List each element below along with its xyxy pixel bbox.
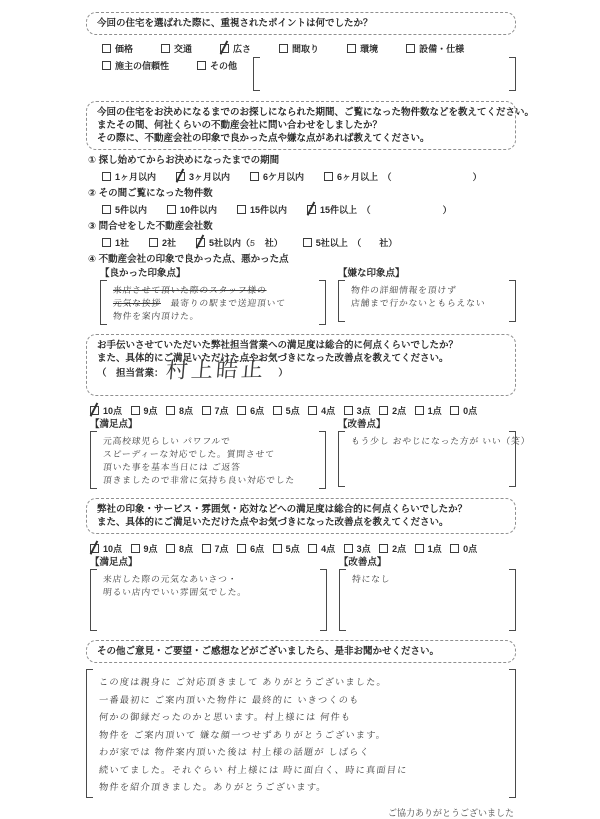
checkbox[interactable]: [273, 544, 282, 553]
handwritten-line: [103, 460, 313, 473]
impression-columns: [100, 267, 516, 325]
section1-question-box: [86, 12, 516, 35]
checkbox-checked[interactable]: [220, 44, 229, 53]
option-label: 間取り: [292, 44, 320, 54]
option-label: 設備・仕様: [419, 44, 465, 54]
handwritten-text: 頂いた事を基本当日には ご返答: [102, 462, 242, 472]
handwritten-line: [113, 309, 313, 322]
good-impression-answer[interactable]: [100, 280, 326, 325]
checkbox[interactable]: [131, 544, 140, 553]
checkbox[interactable]: [273, 406, 282, 415]
form-content: [86, 6, 535, 819]
checkbox[interactable]: [303, 238, 312, 247]
section4-improvement-column: [339, 556, 516, 631]
section2-question-box: [86, 101, 535, 150]
section4-satisfaction-column: [90, 556, 327, 631]
checkbox[interactable]: [237, 205, 246, 214]
checkbox[interactable]: [102, 205, 111, 214]
section4-score-row: [90, 542, 516, 555]
handwritten-line: [103, 434, 313, 447]
option-label: 10件以内: [180, 205, 218, 215]
option-label: 6ヶ月以上 （: [337, 172, 392, 182]
handwritten-text: 一番最初に ご案内頂いた物件に 最終的に いきつくのも: [98, 694, 360, 705]
handwritten-line: [99, 742, 503, 760]
handwritten-line: [113, 296, 313, 309]
checkbox-option[interactable]: [131, 404, 158, 417]
option-label: 3ヶ月以内: [189, 172, 231, 182]
handwritten-text: スピーディーな対応でした。質問させて: [102, 449, 276, 459]
option-label: 6ケ月以内: [263, 172, 305, 182]
checkbox-option[interactable]: [250, 170, 304, 183]
handwritten-text: 続いてました。それぐらい 村上様には 時に面白く、時に真面目に: [98, 764, 408, 775]
checkbox-option[interactable]: [308, 542, 335, 555]
free-comment-answer[interactable]: [86, 669, 516, 798]
q3-options: [102, 236, 516, 249]
good-impression-label: 【良かった印象点】: [100, 268, 186, 279]
section1-options-row2-items: [102, 59, 237, 72]
option-label: 5件以内: [115, 205, 148, 215]
checkbox[interactable]: [450, 544, 459, 553]
checkbox-option[interactable]: [196, 236, 283, 249]
q3-title: ③ 問合せをした不動産会社数: [88, 221, 213, 232]
checkbox-option[interactable]: [197, 59, 237, 72]
section2-question-line2: またその間、何社くらいの不動産会社に問い合わせをしましたか？: [97, 120, 383, 131]
option-label: 6点: [250, 544, 265, 554]
checkbox-option[interactable]: [90, 542, 122, 555]
option-label: 広さ: [233, 44, 252, 54]
handwritten-line: [99, 672, 503, 690]
checkbox[interactable]: [347, 44, 356, 53]
handwritten-text: わが家では 物件案内頂いた後は 村上様の話題が しばらく: [98, 747, 371, 757]
checkbox-option[interactable]: [303, 236, 398, 249]
handwritten-line: [350, 434, 531, 447]
checkbox-checked[interactable]: [90, 406, 99, 415]
good-impression-column: [100, 267, 326, 325]
checkbox-option[interactable]: [166, 404, 193, 417]
option-label: 15件以内: [250, 205, 288, 215]
option-label: 価格: [115, 44, 134, 54]
option-label: 7点: [214, 544, 229, 554]
checkbox[interactable]: [102, 44, 111, 53]
checkbox-option[interactable]: [344, 542, 371, 555]
checkbox-option[interactable]: [307, 203, 452, 216]
checkbox[interactable]: [406, 44, 415, 53]
q4-title: ④ 不動産会社の印象で良かった点、悪かった点: [88, 254, 289, 265]
section4-improvement-label: 【改善点】: [338, 557, 387, 568]
checkbox[interactable]: [161, 44, 170, 53]
option-label: 2点: [392, 544, 407, 554]
option-label-tail: 社）: [255, 238, 283, 248]
option-label: 15件以上: [320, 205, 358, 215]
section3-columns: [90, 418, 531, 489]
checkbox[interactable]: [344, 406, 353, 415]
option-label: 6点: [250, 406, 265, 416]
checkbox-option[interactable]: [102, 236, 129, 249]
bad-impression-answer[interactable]: [338, 280, 516, 322]
checkbox[interactable]: [415, 544, 424, 553]
checkbox-option[interactable]: [450, 542, 477, 555]
option-label: 1点: [427, 406, 442, 416]
checkbox[interactable]: [415, 406, 424, 415]
handwritten-line: [99, 777, 503, 795]
handwritten-text: 来店した際の元気なあいさつ・: [102, 574, 238, 584]
option-label: 9点: [143, 544, 158, 554]
checkbox-option[interactable]: [347, 42, 378, 55]
handwritten-text: 物件を ご案内頂いて 嫌な顔一つせずありがとうございます。: [98, 729, 387, 740]
section1-options-row2: [102, 59, 516, 91]
checkbox[interactable]: [149, 238, 158, 247]
handwritten-text: この度は親身に ご対応頂きまして ありがとうございました。: [98, 677, 388, 687]
option-label: 9点: [143, 406, 158, 416]
handwritten-text: 物件を紹介頂きました。ありがとうございます。: [98, 782, 328, 792]
option-label: 4点: [321, 544, 336, 554]
checkbox[interactable]: [279, 44, 288, 53]
option-label: 0点: [463, 406, 478, 416]
handwritten-line: [103, 585, 314, 598]
checkbox-option[interactable]: [90, 404, 122, 417]
checkbox-option[interactable]: [220, 42, 251, 55]
option-label: 1点: [427, 544, 442, 554]
option-label: 2社: [162, 238, 177, 248]
option-label: 10点: [103, 544, 123, 554]
q1-options: [102, 170, 516, 183]
section3-improvement-answer[interactable]: [338, 431, 531, 487]
handwritten-line: [99, 690, 503, 708]
handwritten-line: [351, 296, 503, 309]
checkbox[interactable]: [450, 406, 459, 415]
section3-improvement-column: [338, 418, 531, 487]
handwritten-text: 明るい店内でいい雰囲気でした。: [102, 587, 248, 597]
section3-improvement-label: 【改善点】: [338, 419, 386, 430]
section3-question-line2: また、具体的にご満足いただけた点やお気づきになった改善点を教えてください。: [97, 353, 449, 364]
checkbox-option[interactable]: [102, 59, 169, 72]
checkbox[interactable]: [324, 172, 333, 181]
handwritten-text-struck: 来店させて頂いた際のスタッフ様の: [112, 285, 267, 295]
section2-question-line3: その際に、不動産会社の印象で良かった点や嫌な点があれば教えてください。: [97, 133, 430, 144]
checkbox-option[interactable]: [406, 42, 464, 55]
checkbox-option[interactable]: [131, 542, 158, 555]
section3-satisfaction-column: [90, 418, 326, 489]
checkbox-option[interactable]: [149, 236, 176, 249]
handwritten-line: [103, 447, 313, 460]
checkbox-option[interactable]: [166, 542, 193, 555]
checkbox-option[interactable]: [202, 542, 229, 555]
section3-satisfaction-label: 【満足点】: [90, 419, 138, 430]
option-label: 8点: [179, 406, 194, 416]
checkbox[interactable]: [250, 172, 259, 181]
handwritten-text-struck: 元気な挨拶: [112, 298, 162, 308]
checkbox[interactable]: [167, 205, 176, 214]
checkbox[interactable]: [202, 406, 211, 415]
section3-score-row: [90, 404, 516, 417]
checkbox-option[interactable]: [237, 404, 264, 417]
option-label: 5社以上 （: [315, 238, 362, 248]
checkbox-option[interactable]: [273, 542, 300, 555]
option-label: 5社以内（: [209, 238, 251, 248]
option-label: 1社: [115, 238, 130, 248]
handwritten-text: 元高校球児らしい パワフルで: [102, 436, 232, 446]
checkbox-option[interactable]: [161, 42, 192, 55]
checkbox-checked[interactable]: [176, 172, 185, 181]
handwritten-line: [352, 572, 503, 585]
checkbox-option[interactable]: [379, 542, 406, 555]
handwritten-text: 特になし: [351, 574, 391, 584]
checkbox-checked[interactable]: [196, 238, 205, 247]
other-answer-bracket[interactable]: [253, 57, 516, 91]
option-label: 施主の信頼性: [115, 61, 170, 71]
handwritten-text: もう少し おやじになった方が いい（笑）: [350, 436, 531, 446]
option-label: 5点: [285, 544, 300, 554]
section3-question-line1: お手伝いさせていただいた弊社担当営業への満足度は総合的に何点くらいでしたか？: [97, 340, 459, 351]
checkbox[interactable]: [131, 406, 140, 415]
checkbox[interactable]: [197, 61, 206, 70]
handwritten-text: 物件を案内頂けた。: [112, 311, 200, 321]
checkbox-option[interactable]: [167, 203, 217, 216]
option-label: 2点: [392, 406, 407, 416]
checkbox[interactable]: [237, 406, 246, 415]
checkbox[interactable]: [102, 238, 111, 247]
section4-columns: [90, 556, 516, 631]
section2-question-line1: 今回の住宅をお決めになるまでのお探しになられた期間、ご覧になった物件数などを教えてください。: [97, 107, 535, 118]
checkbox[interactable]: [308, 406, 317, 415]
checkbox[interactable]: [202, 544, 211, 553]
option-label-tail: 社）: [361, 238, 398, 248]
handwritten-text: 店舗まで行かないともらえない: [350, 298, 486, 308]
option-label: 7点: [214, 406, 229, 416]
checkbox-option[interactable]: [176, 170, 230, 183]
option-label: 0点: [463, 544, 478, 554]
checkbox-option[interactable]: [202, 404, 229, 417]
section5-question-box: [86, 640, 516, 663]
checkbox[interactable]: [102, 61, 111, 70]
bad-impression-label: 【嫌な印象点】: [338, 268, 405, 279]
checkbox-option[interactable]: [450, 404, 477, 417]
section4-question-line1: 弊社の印象・サービス・雰囲気・応対などへの満足度は総合的に何点くらいでしたか？: [97, 504, 468, 515]
section5-question: その他ご意見・ご要望・ご感想などがございましたら、是非お聞かせください。: [97, 646, 440, 657]
section1-question: 今回の住宅を選ばれた際に、重視されたポイントは何でしたか？: [97, 18, 373, 29]
checkbox-option[interactable]: [415, 542, 442, 555]
section4-improvement-answer[interactable]: [339, 569, 516, 631]
option-label: 5点: [285, 406, 300, 416]
option-label: 8点: [179, 544, 194, 554]
handwritten-text: 何かの御縁だったのかと思います。村上様には 何件も: [98, 712, 352, 722]
thank-you-footer: ご協力ありがとうございました: [387, 807, 514, 818]
option-label: 交通: [174, 44, 193, 54]
handwritten-text: 最寄りの駅まで送迎頂いて: [160, 298, 287, 308]
section4-question-line2: また、具体的にご満足いただけた点やお気づきになった改善点を教えてください。: [97, 517, 449, 528]
checkbox-option[interactable]: [102, 42, 133, 55]
checkbox-option[interactable]: [279, 42, 319, 55]
handwritten-line: [351, 283, 503, 296]
checkbox[interactable]: [166, 406, 175, 415]
staff-name-prefix: （ 担当営業：: [97, 368, 164, 379]
q1-title: ① 探し始めてからお決めになったまでの期間: [88, 155, 280, 166]
checkbox-option[interactable]: [308, 404, 335, 417]
checkbox-option[interactable]: [415, 404, 442, 417]
q2-title: ② その間ご覧になった物件数: [88, 188, 213, 199]
checkbox-checked[interactable]: [90, 544, 99, 553]
checkbox[interactable]: [379, 544, 388, 553]
checkbox-option[interactable]: [237, 203, 287, 216]
section1-options-row1: [102, 42, 516, 55]
handwritten-line: [99, 760, 503, 778]
checkbox-option[interactable]: [237, 542, 264, 555]
option-label: 10点: [103, 406, 123, 416]
staff-name-handwritten: 村上皓正: [165, 356, 268, 384]
option-label: 3点: [356, 406, 371, 416]
checkbox[interactable]: [344, 544, 353, 553]
checkbox-option[interactable]: [324, 170, 482, 183]
checkbox[interactable]: [379, 406, 388, 415]
bad-impression-column: [338, 267, 516, 322]
option-label: 1ヶ月以内: [115, 172, 157, 182]
option-label: その他: [210, 61, 238, 71]
handwritten-line: [99, 725, 503, 743]
checkbox[interactable]: [308, 544, 317, 553]
option-label-tail: ）: [391, 172, 482, 182]
checkbox-option[interactable]: [273, 404, 300, 417]
option-label-tail: （ ）: [357, 205, 452, 215]
handwritten-text: 頂きましたので非常に気持ち良い対応でした: [102, 475, 296, 485]
handwritten-line: [113, 283, 313, 296]
checkbox-option[interactable]: [379, 404, 406, 417]
handwritten-value: 5: [249, 237, 257, 248]
handwritten-line: [103, 572, 314, 585]
checkbox[interactable]: [102, 172, 111, 181]
handwritten-line: [103, 473, 313, 486]
checkbox-option[interactable]: [102, 203, 147, 216]
checkbox-option[interactable]: [344, 404, 371, 417]
handwritten-text: 物件の詳細情報を頂けず: [350, 285, 458, 295]
section3-satisfaction-answer[interactable]: [90, 431, 326, 489]
section3-question-box: [86, 334, 516, 396]
checkbox[interactable]: [166, 544, 175, 553]
checkbox-option[interactable]: [102, 170, 156, 183]
handwritten-line: [99, 707, 503, 725]
option-label: 3点: [356, 544, 371, 554]
checkbox-checked[interactable]: [307, 205, 316, 214]
section4-satisfaction-label: 【満足点】: [90, 557, 138, 568]
option-label: 環境: [360, 44, 379, 54]
staff-name-suffix: ）: [268, 368, 288, 379]
option-label: 4点: [321, 406, 336, 416]
checkbox[interactable]: [237, 544, 246, 553]
q2-options: [102, 203, 516, 216]
section4-question-box: [86, 498, 516, 534]
section4-satisfaction-answer[interactable]: [90, 569, 327, 631]
